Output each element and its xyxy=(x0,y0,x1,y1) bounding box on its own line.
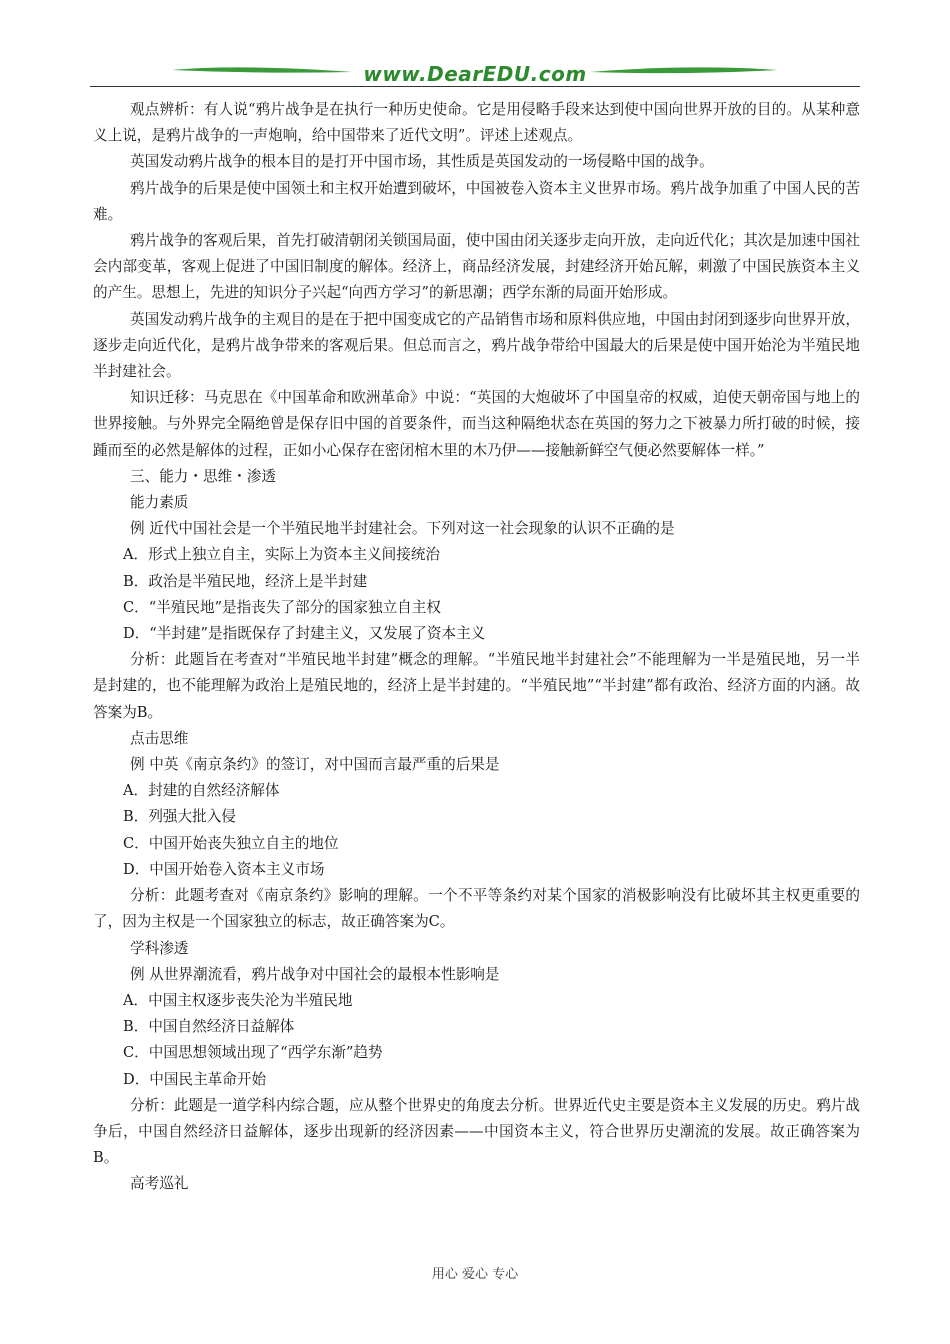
question-1-option-a: A．形式上独立自主，实际上为资本主义间接统治 xyxy=(123,546,441,564)
paragraph-objective-consequence: 鸦片战争的客观后果，首先打破清朝闭关锁国局面，使中国由闭关逐步走向开放，走向近代化；其次是加速中国社会内部变革，客观上促进了中国旧制度的解体。经济上，商品经济发展，封建经济开始瓦解，刺激了中国民族资本主义的产生。思想上，先进的知识分子兴起“向西方学习”的新思潮；西学东渐的局面开始形成。 xyxy=(93,232,860,302)
subsection-thinking: 点击思维 xyxy=(130,729,189,747)
question-3-option-c: C．中国思想领域出现了“西学东渐”趋势 xyxy=(123,1044,383,1062)
question-2-option-a: A．封建的自然经济解体 xyxy=(123,782,280,800)
question-3-stem: 例 从世界潮流看，鸦片战争对中国社会的最根本性影响是 xyxy=(130,965,500,983)
question-1-option-d: D．“半封建”是指既保存了封建主义，又发展了资本主义 xyxy=(123,625,486,643)
question-3-option-b: B．中国自然经济日益解体 xyxy=(123,1018,295,1036)
section-heading: 三、能力・思维・渗透 xyxy=(130,467,276,485)
question-2-analysis: 分析：此题考查对《南京条约》影响的理解。一个不平等条约对某个国家的消极影响没有比破坏其主权更重要的了，因为主权是一个国家独立的标志，故正确答案为C。 xyxy=(93,887,860,931)
header-brand-logo: www.DearEDU.com xyxy=(363,62,587,86)
question-1-option-b: B．政治是半殖民地，经济上是半封建 xyxy=(123,572,368,590)
header-divider xyxy=(90,86,860,87)
question-2-option-c: C．中国开始丧失独立自主的地位 xyxy=(123,834,339,852)
subsection-subject: 学科渗透 xyxy=(130,939,189,957)
question-3-option-d: D．中国民主革命开始 xyxy=(123,1070,267,1088)
paragraph-consequence: 鸦片战争的后果是使中国领土和主权开始遭到破坏，中国被卷入资本主义世界市场。鸦片战争加重了中国人民的苦难。 xyxy=(93,179,860,223)
question-3-option-a: A．中国主权逐步丧失沦为半殖民地 xyxy=(123,991,353,1009)
question-1-stem: 例 近代中国社会是一个半殖民地半封建社会。下列对这一社会现象的认识不正确的是 xyxy=(130,520,675,538)
question-2-option-b: B．列强大批入侵 xyxy=(123,808,236,826)
question-3-analysis: 分析：此题是一道学科内综合题，应从整个世界史的角度去分析。世界近代史主要是资本主义发展的历史。鸦片战争后，中国自然经济日益解体，逐步出现新的经济因素——中国资本主义，符合世界历史潮流的发展。故正确答案为B。 xyxy=(93,1096,860,1167)
question-1-option-c: C．“半殖民地”是指丧失了部分的国家独立自主权 xyxy=(123,598,441,616)
subsection-exam: 高考巡礼 xyxy=(130,1175,189,1193)
question-1-analysis: 分析：此题旨在考查对“半殖民地半封建”概念的理解。“半殖民地半封建社会”不能理解为一半是殖民地，另一半是封建的，也不能理解为政治上是殖民地的，经济上是半封建的。“半殖民地”“半封建”都有政治、经济方面的内涵。故答案为B。 xyxy=(93,651,860,721)
question-2-option-d: D．中国开始卷入资本主义市场 xyxy=(123,860,325,878)
paragraph-fundamental-aim: 英国发动鸦片战争的根本目的是打开中国市场，其性质是英国发动的一场侵略中国的战争。 xyxy=(130,153,714,171)
paragraph-subjective-aim: 英国发动鸦片战争的主观目的是在于把中国变成它的产品销售市场和原料供应地，中国由封闭到逐步向世界开放，逐步走向近代化，是鸦片战争带来的客观后果。但总而言之，鸦片战争带给中国最大的后果是使中国开始沦为半殖民地半封建社会。 xyxy=(93,310,860,381)
subsection-ability: 能力素质 xyxy=(130,494,189,512)
page-footer: 用心 爱心 专心 xyxy=(431,1267,519,1282)
document-body xyxy=(93,97,860,1198)
paragraph-knowledge-transfer: 知识迁移：马克思在《中国革命和欧洲革命》中说：“英国的大炮破坏了中国皇帝的权威，迫使天朝帝国与地上的世界接触。与外界完全隔绝曾是保存旧中国的首要条件，而当这种隔绝状态在英国的努力之下被暴力所打破的时候，接踵而至的必然是解体的过程，正如小心保存在密闭棺木里的木乃伊——接触新鲜空气便必然要解体一样。” xyxy=(93,389,860,459)
left-swoosh xyxy=(172,67,352,72)
right-swoosh xyxy=(590,67,778,73)
question-2-stem: 例 中英《南京条约》的签订，对中国而言最严重的后果是 xyxy=(130,756,500,774)
paragraph-viewpoint: 观点辨析：有人说“鸦片战争是在执行一种历史使命。它是用侵略手段来达到使中国向世界开放的目的。从某种意义上说，是鸦片战争的一声炮响，给中国带来了近代文明”。评述上述观点。 xyxy=(93,101,860,145)
